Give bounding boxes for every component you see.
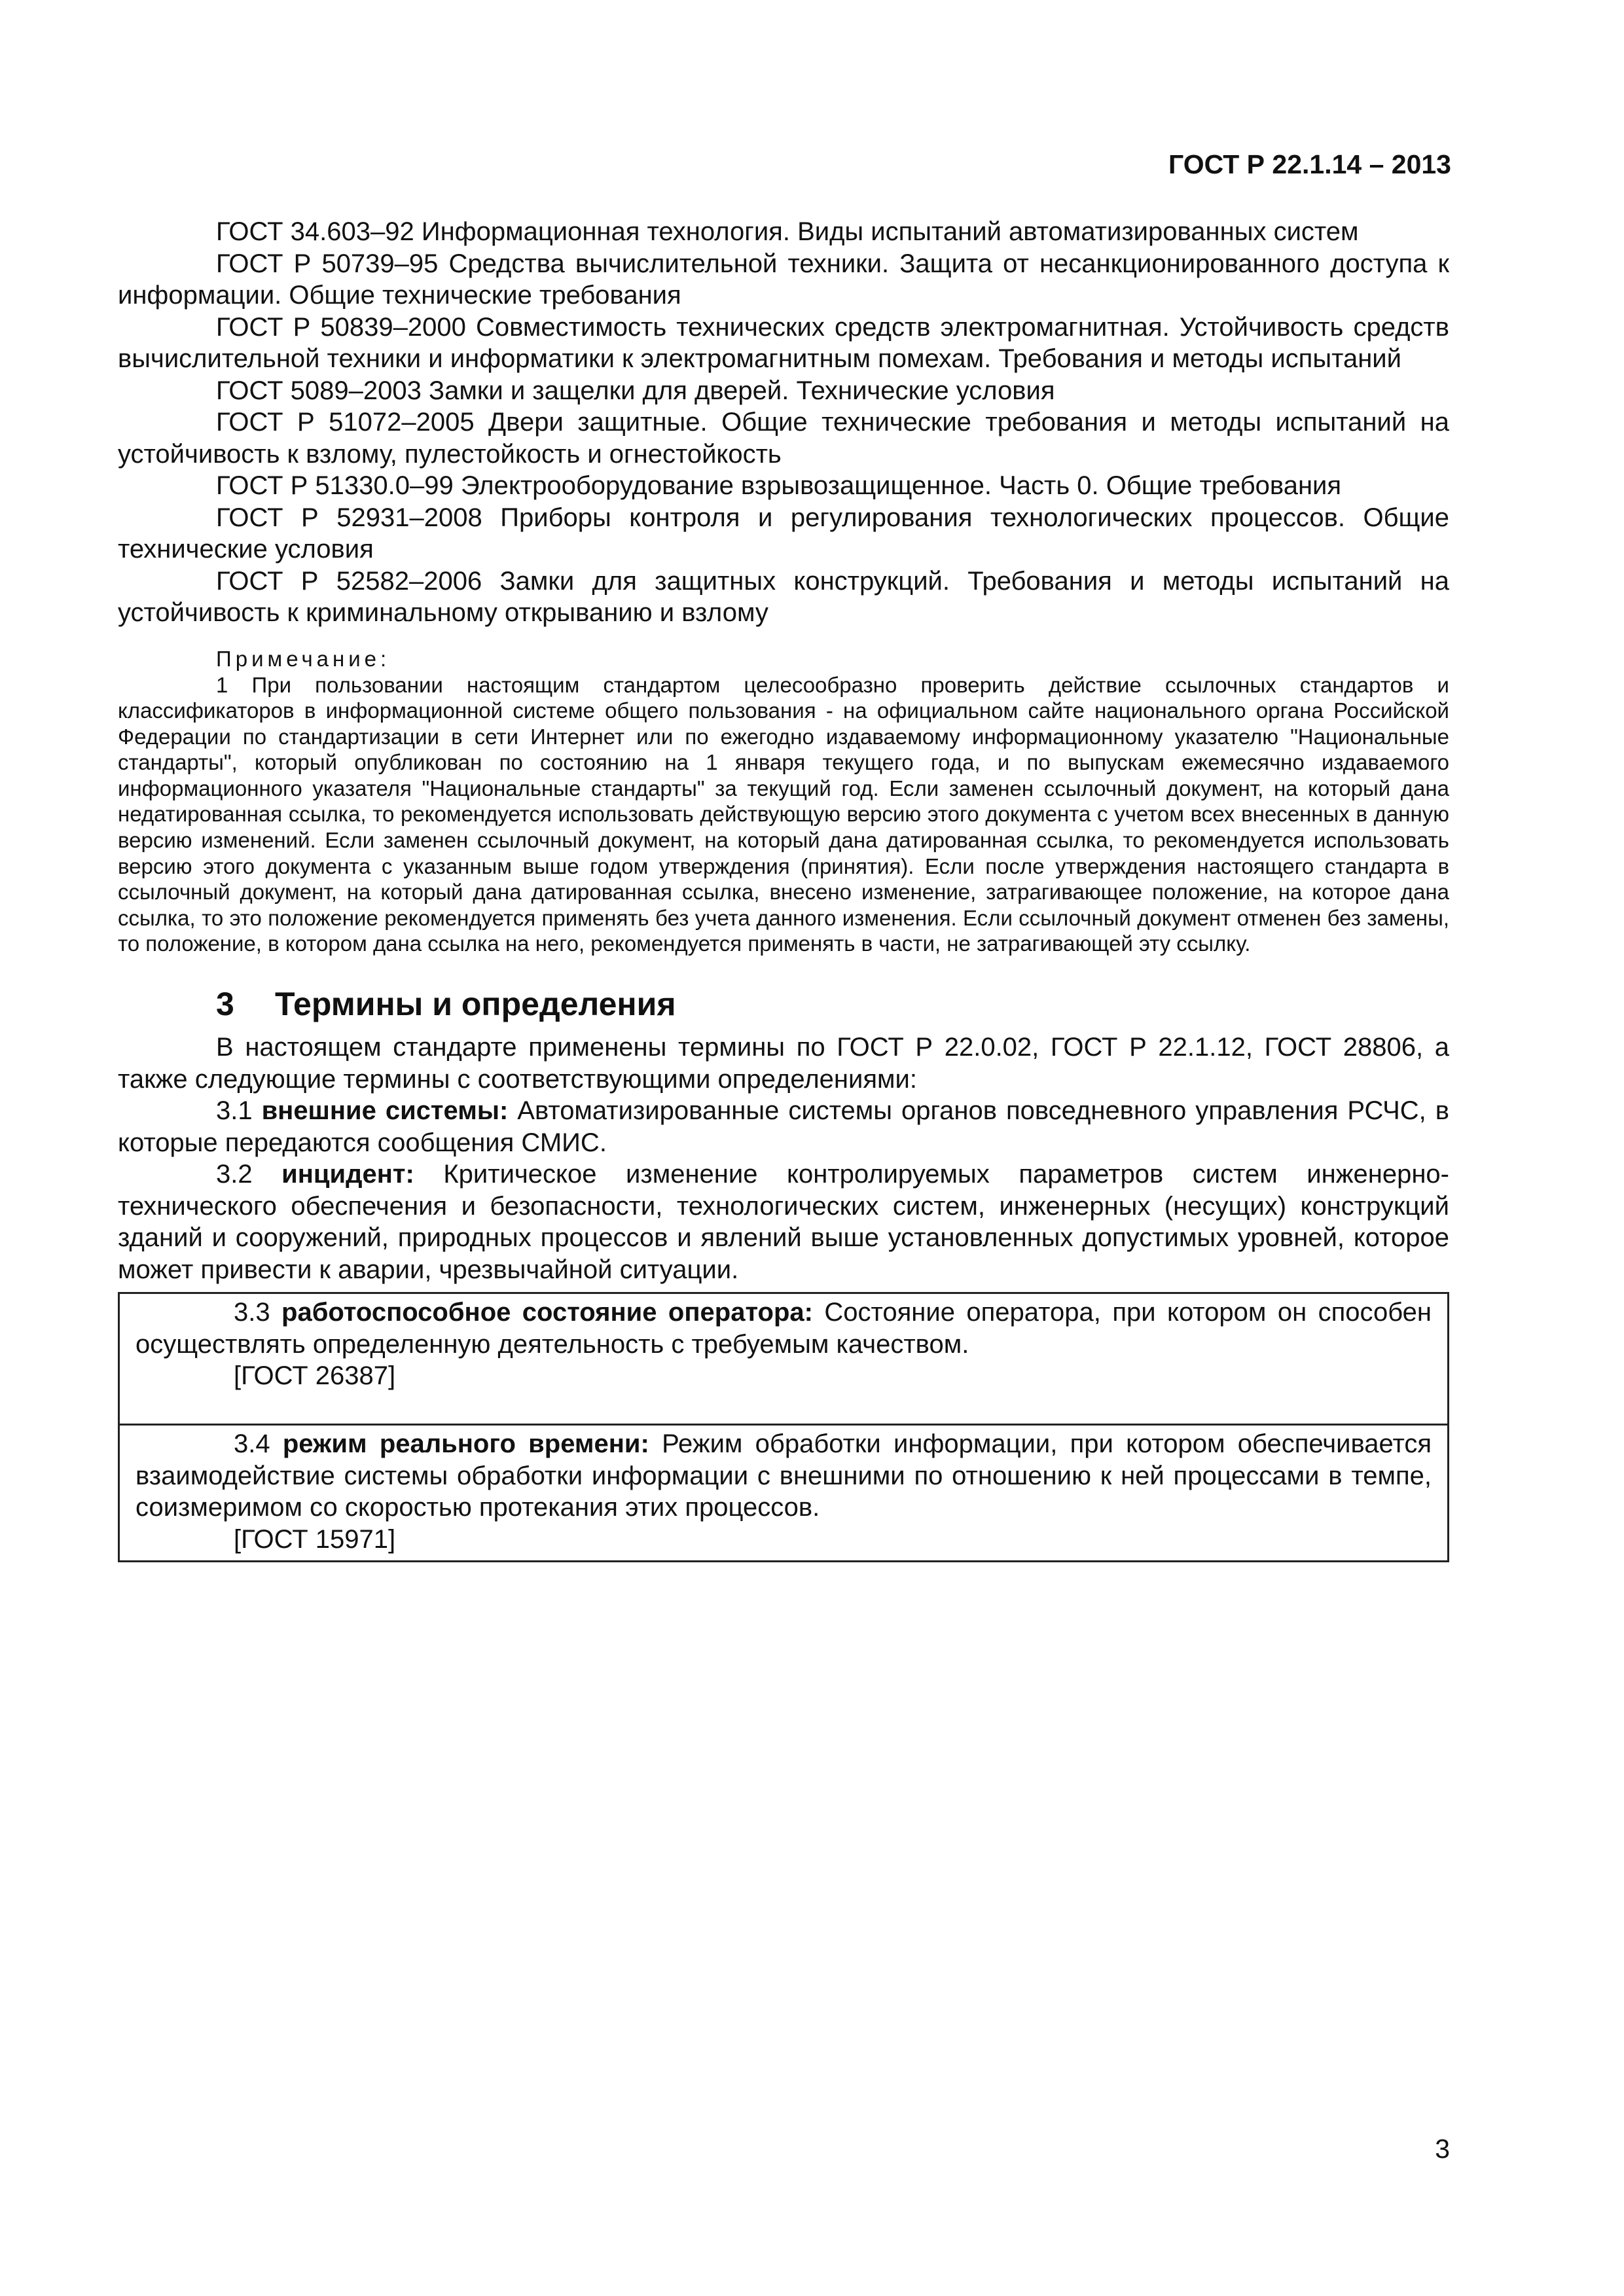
term-definition xyxy=(135,1297,1432,1360)
document-body xyxy=(118,216,1449,1562)
reference-item: ГОСТ Р 52582–2006 Замки для защитных конструкций. Требования и методы испытаний на устойчивость к криминальному открыванию и взлому xyxy=(118,566,1449,627)
term-text: Режим обработки информации, при котором обеспечивается взаимодействие системы обработки информации с внешними по отношению к ней процессами в темпе, соизмеримом со скоростью протекания этих процессов. xyxy=(135,1429,1432,1522)
reference-item: ГОСТ Р 52931–2008 Приборы контроля и регулирования технологических процессов. Общие технические условия xyxy=(118,503,1449,564)
reference-item: ГОСТ 5089–2003 Замки и защелки для дверей. Технические условия xyxy=(216,376,1055,405)
section-number: 3 xyxy=(216,986,234,1023)
term-text: Автоматизированные системы органов повседневного управления РСЧС, в которые передаются сообщения СМИС. xyxy=(118,1096,1449,1157)
reference-item: ГОСТ Р 50839–2000 Совместимость технических средств электромагнитная. Устойчивость средств вычислительной техники и информатики к электромагнитным помехам. Требования и методы испытаний xyxy=(118,312,1449,373)
term-name: внешние системы: xyxy=(261,1096,509,1126)
term-number: 3.2 xyxy=(216,1160,253,1189)
section-heading xyxy=(118,983,1449,1025)
normative-references-list xyxy=(118,216,1449,629)
reference-item: ГОСТ 34.603–92 Информационная технология. Виды испытаний автоматизированных систем xyxy=(216,217,1359,246)
term-text: Критическое изменение контролируемых параметров систем инженерно-технического обеспечения и безопасности, технологических систем, инженерных (несущих) конструкций зданий и сооружений, природных процессов и явлений выше установленных допустимых уровней, которое может привести к аварии, чрезвычайной ситуации. xyxy=(118,1160,1449,1284)
term-name: работоспособное состояние оператора: xyxy=(281,1298,813,1327)
term-source: [ГОСТ 15971] xyxy=(234,1524,396,1554)
term-definition xyxy=(118,1095,1449,1158)
term-definition xyxy=(118,1158,1449,1285)
term-definition xyxy=(135,1428,1432,1524)
term-name: режим реального времени: xyxy=(282,1429,649,1459)
boxed-term-row xyxy=(120,1294,1447,1424)
term-text: Состояние оператора, при котором он способен осуществлять определенную деятельность с требуемым качеством. xyxy=(135,1298,1432,1359)
page-number: 3 xyxy=(1435,2134,1450,2164)
reference-item: ГОСТ Р 50739–95 Средства вычислительной техники. Защита от несанкционированного доступа к информации. Общие технические требования xyxy=(118,249,1449,310)
reference-item: ГОСТ Р 51072–2005 Двери защитные. Общие технические требования и методы испытаний на устойчивость к взлому, пулестойкость и огнестойкость xyxy=(118,408,1449,469)
boxed-term-row xyxy=(120,1424,1447,1560)
document-header: ГОСТ Р 22.1.14 – 2013 xyxy=(1168,149,1451,179)
reference-item: ГОСТ Р 51330.0–99 Электрооборудование взрывозащищенное. Часть 0. Общие требования xyxy=(216,471,1342,500)
term-name: инцидент: xyxy=(281,1160,414,1189)
term-number: 3.3 xyxy=(234,1298,270,1327)
term-number: 3.1 xyxy=(216,1096,253,1126)
note-text: 1 При пользовании настоящим стандартом целесообразно проверить действие ссылочных стандартов и классификаторов в информационной системе общего пользования - на официальном сайте национального органа Российской Федерации по стандартизации в сети Интернет или по ежегодно издаваемому информационному указателю "Национальные стандарты", который опубликован по состоянию на 1 января текущего года, и по выпускам ежемесячно издаваемого информационного указателя "Национальные стандарты" за текущий год. Если заменен ссылочный документ, на который дана недатированная ссылка, то рекомендуется использовать действующую версию этого документа с учетом всех внесенных в данную версию изменений. Если заменен ссылочный документ, на который дана датированная ссылка, то рекомендуется использовать версию этого документа с указанным выше годом утверждения (принятия). Если после утверждения настоящего стандарта в ссылочный документ, на который дана датированная ссылка, внесено изменение, затрагивающее положение, на которое дана ссылка, то это положение рекомендуется применять без учета данного изменения. Если ссылочный документ отменен без замены, то положение, в котором дана ссылка на него, рекомендуется применять в части, не затрагивающей эту ссылку. xyxy=(118,672,1449,956)
section-title: Термины и определения xyxy=(275,986,676,1023)
note-title: Примечание: xyxy=(216,646,391,671)
term-number: 3.4 xyxy=(234,1429,270,1459)
section-intro: В настоящем стандарте применены термины по ГОСТ Р 22.0.02, ГОСТ Р 22.1.12, ГОСТ 28806, а также следующие термины с соответствующими определениями: xyxy=(118,1033,1449,1094)
term-source: [ГОСТ 26387] xyxy=(234,1361,396,1391)
boxed-terms-table xyxy=(118,1292,1449,1562)
